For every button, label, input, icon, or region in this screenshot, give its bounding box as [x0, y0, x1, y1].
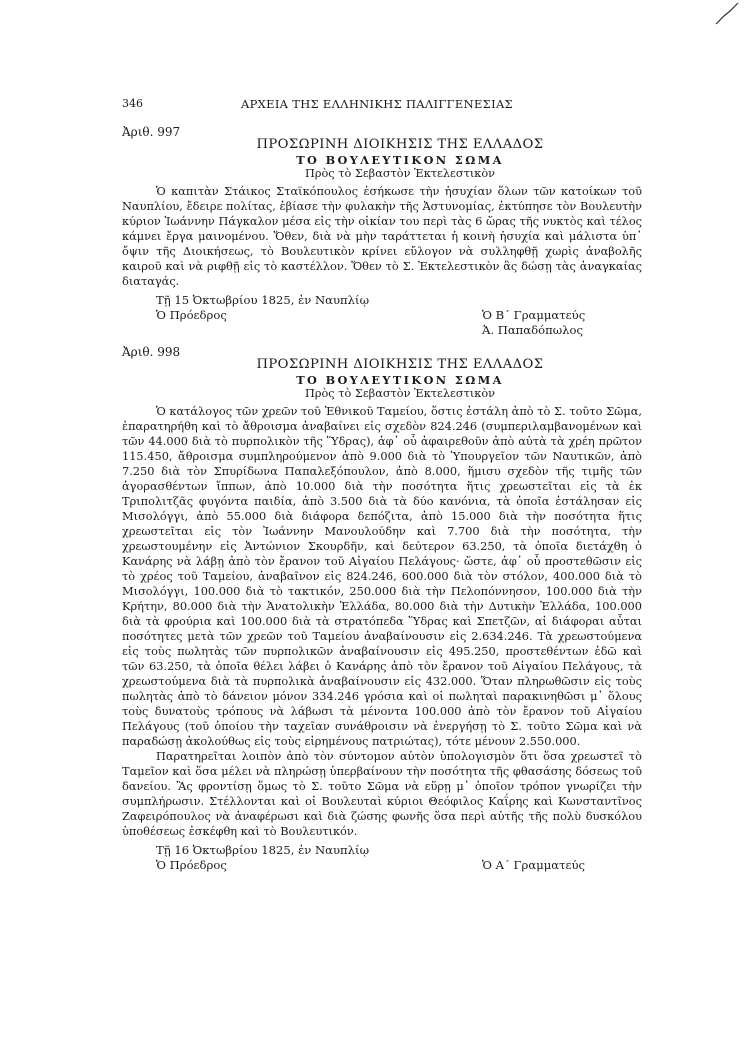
- secretary-title: Ὁ Α´ Γραμματεύς: [482, 858, 586, 872]
- heading-addressee: Πρὸς τὸ Σεβαστὸν Ἐκτελεστικὸν: [304, 167, 495, 180]
- body-paragraph: Ὁ καπιτὰν Στάικος Σταϊκόπουλος ἐσήκωσε τὴν ἡσυχίαν ὅλων τῶν κατοίκων τοῦ Ναυπλίου, ἔδειρε πολίτας, ἐβίασε τὴν φυλακὴν τῆς Ἀστυνομίας, ἐκτύπησε τὸν Βουλευτὴν κύριον Ἰωάννην Πάγκαλον μέσα εἰς τὴν οἰκίαν του περὶ τὰς 6 ὥρας τῆς νυκτὸς καὶ τέλος κάμνει ἔργα μαινομένου. Ὅθεν, διὰ νὰ μὴν ταράττεται ἡ κοινὴ ἡσυχία καὶ μάλιστα ὑπ᾽ ὄψιν τῆς Διοικήσεως, τὸ Βουλευτικὸν κρίνει εὔλογον νὰ συλληφθῇ χωρὶς ἀναβολῆς καιροῦ καὶ νὰ ριφθῇ εἰς τὸ καστέλλον. Ὅθεν τὸ Σ. Ἐκτελεστικὸν ἂς δώσῃ τὰς ἀναγκαίας διαταγάς.: [122, 184, 642, 288]
- date-line: Τῇ 15 Ὀκτωβρίου 1825, ἐν Ναυπλίῳ: [156, 293, 370, 307]
- heading-body: ΤΟ ΒΟΥΛΕΥΤΙΚΟΝ ΣΩΜΑ: [296, 153, 504, 167]
- body-paragraph: Ὁ κατάλογος τῶν χρεῶν τοῦ Ἐθνικοῦ Ταμείου, ὅστις ἐστάλη ἀπὸ τὸ Σ. τοῦτο Σῶμα, ἐπαρατηρήθη καὶ τὸ ἄθροισμα ἀναβαίνει εἰς σχεδὸν 824.246 (συμπεριλαμβανομένων καὶ τῶν 44.000 διὰ τὸ πυρπολικὸν τῆς Ὕδρας), ἀφ᾽ οὗ ἀφαιρεθοῦν ἀπὸ αὐτὰ τὰ χρέη πρῶτον 115.450, ἄθροισμα συμπληρούμενον ἀπὸ 9.000 διὰ τὸ Ὑπουργεῖον τῶν Ναυτικῶν, ἀπὸ 7.250 διὰ τὸν Σπυρίδωνα Παπαλεξόπουλον, ἀπὸ 8.000, ἥμισυ σχεδὸν τῆς τιμῆς τῶν ἀγορασθέντων ἵππων, ἀπὸ 10.000 διὰ τὴν ποσότητα ἥτις χρεωστεῖται εἰς τὰ ἐκ Τριπολιτζᾶς φυγόντα παιδία, ἀπὸ 3.500 διὰ τὰ δύο κανόνια, τὰ ὁποῖα ἐστάλησαν εἰς Μισολόγγι, ἀπὸ 55.000 διὰ διάφορα δεπόζιτα, ἀπὸ 15.000 διὰ τὴν ποσότητα ἥτις χρεωστεῖται εἰς τὸν Ἰωάννην Μανουλούδην καὶ 7.700 διὰ τὴν ποσότητα, τὴν χρεωστουμένην εἰς Ἀντώνιον Σκουρδῆν, καὶ δεύτερον 63.250, τὰ ὁποῖα διετάχθη ὁ Κανάρης νὰ λάβῃ ἀπὸ τὸν ἔρανον τοῦ Αἰγαίου Πελάγους· ὥστε, ἀφ᾽ οὗ προστεθῶσιν εἰς τὸ χρέος τοῦ Ταμείου, ἀναβαῖνον εἰς 824.246, 600.000 διὰ τὸν στόλον, 400.000 διὰ τὸ Μισολόγγι, 100.000 διὰ τὸ τακτικόν, 250.000 διὰ τὴν Πελοπόννησον, 100.000 διὰ τὴν Κρήτην, 80.000 διὰ τὴν Ἀνατολικὴν Ἑλλάδα, 80.000 διὰ τὴν Δυτικὴν Ἑλλάδα, 100.000 διὰ τὰ φρούρια καὶ 100.000 διὰ τὰ στρατόπεδα Ὕδρας καὶ Σπετζῶν, αἱ διάφοραι αὗται ποσότητες μετὰ τῶν χρεῶν τοῦ Ταμείου ἀναβαίνουσιν εἰς 2.634.246. Τὰ χρεωστούμενα εἰς τοὺς πωλητὰς τῶν πυρπολικῶν ἀναβαίνουσιν εἰς 495.250, προστεθέντων ἐδῶ καὶ τῶν 63.250, τὰ ὁποῖα θέλει λάβει ὁ Κανάρης ἀπὸ τὸν ἔρανον τοῦ Αἰγαίου Πελάγους, τὰ χρεωστούμενα διὰ τὰ πυρπολικὰ ἀναβαίνουσιν εἰς 432.000. Ὅταν πληρωθῶσιν εἰς τοὺς πωλητὰς ἀπὸ τὸ δάνειον μόνον 334.246 γρόσια καὶ οἱ πωληταὶ παρακινηθῶσι μ᾽ ὅλους τοὺς δυνατοὺς τρόπους νὰ λάβωσι τὰ μένοντα 100.000 ἀπὸ τὸν ἔρανον τοῦ Αἰγαίου Πελάγους (τοῦ ὁποίου τὴν ταχεῖαν συνάθροισιν νὰ ἐνεργήσῃ τὸ Σ. τοῦτο Σῶμα καὶ νὰ παραδώσῃ ἀκολούθως εἰς τοὺς εἰρημένους πατριώτας), τότε μένουν 2.550.000.: [122, 404, 642, 748]
- document-number: Ἀριθ. 997: [122, 125, 181, 139]
- heading-body: ΤΟ ΒΟΥΛΕΥΤΙΚΟΝ ΣΩΜΑ: [296, 373, 504, 387]
- date-line: Τῇ 16 Ὀκτωβρίου 1825, ἐν Ναυπλίῳ: [156, 843, 370, 857]
- page-number: 346: [122, 97, 143, 110]
- signature-block: [122, 293, 642, 338]
- document-heading: [158, 357, 642, 401]
- signature-block: [122, 843, 642, 873]
- president-signature: Ὁ Πρόεδρος: [156, 308, 227, 322]
- heading-authority: ΠΡΟΣΩΡΙΝΗ ΔΙΟΙΚΗΣΙΣ ΤΗΣ ΕΛΛΑΔΟΣ: [256, 357, 544, 372]
- pen-stroke-mark: [712, 2, 742, 26]
- president-signature: Ὁ Πρόεδρος: [156, 858, 227, 872]
- heading-addressee: Πρὸς τὸ Σεβαστὸν Ἐκτελεστικὸν: [304, 387, 495, 400]
- document-998: [122, 345, 642, 873]
- secretary-title: Ὁ Β´ Γραμματεύς: [482, 308, 586, 322]
- document-number: Ἀριθ. 998: [122, 345, 181, 359]
- secretary-name: Ἀ. Παπαδόπωλος: [482, 323, 583, 337]
- heading-authority: ΠΡΟΣΩΡΙΝΗ ΔΙΟΙΚΗΣΙΣ ΤΗΣ ΕΛΛΑΔΟΣ: [256, 137, 544, 152]
- document-heading: [158, 137, 642, 181]
- body-paragraph: Παρατηρεῖται λοιπὸν ἀπὸ τὸν σύντομον αὐτὸν ὑπολογισμὸν ὅτι ὅσα χρεωστεῖ τὸ Ταμεῖον καὶ ὅσα μέλει νὰ πληρώσῃ ὑπερβαίνουν τὴν ποσότητα τῆς φθασάσης δόσεως τοῦ δανείου. Ἂς φροντίσῃ ὅμως τὸ Σ. τοῦτο Σῶμα νὰ εὕρῃ μ᾽ ὁποῖον τρόπον γνωρίζει τὴν συμπλήρωσιν. Στέλλονται καὶ οἱ Βουλευταὶ κύριοι Θεόφιλος Καΐρης καὶ Κωνσταντῖνος Ζαφειρόπουλος νὰ ἀναφέρωσι καὶ διὰ ζώσης φωνῆς ὅσα περὶ αὐτῆς τῆς πολὺ δυσκόλου ὑποθέσεως ἐσκέφθη καὶ τὸ Βουλευτικόν.: [122, 749, 642, 838]
- running-title: ΑΡΧΕΙΑ ΤΗΣ ΕΛΛΗΝΙΚΗΣ ΠΑΛΙΓΓΕΝΕΣΙΑΣ: [241, 97, 513, 111]
- document-997: [122, 125, 642, 338]
